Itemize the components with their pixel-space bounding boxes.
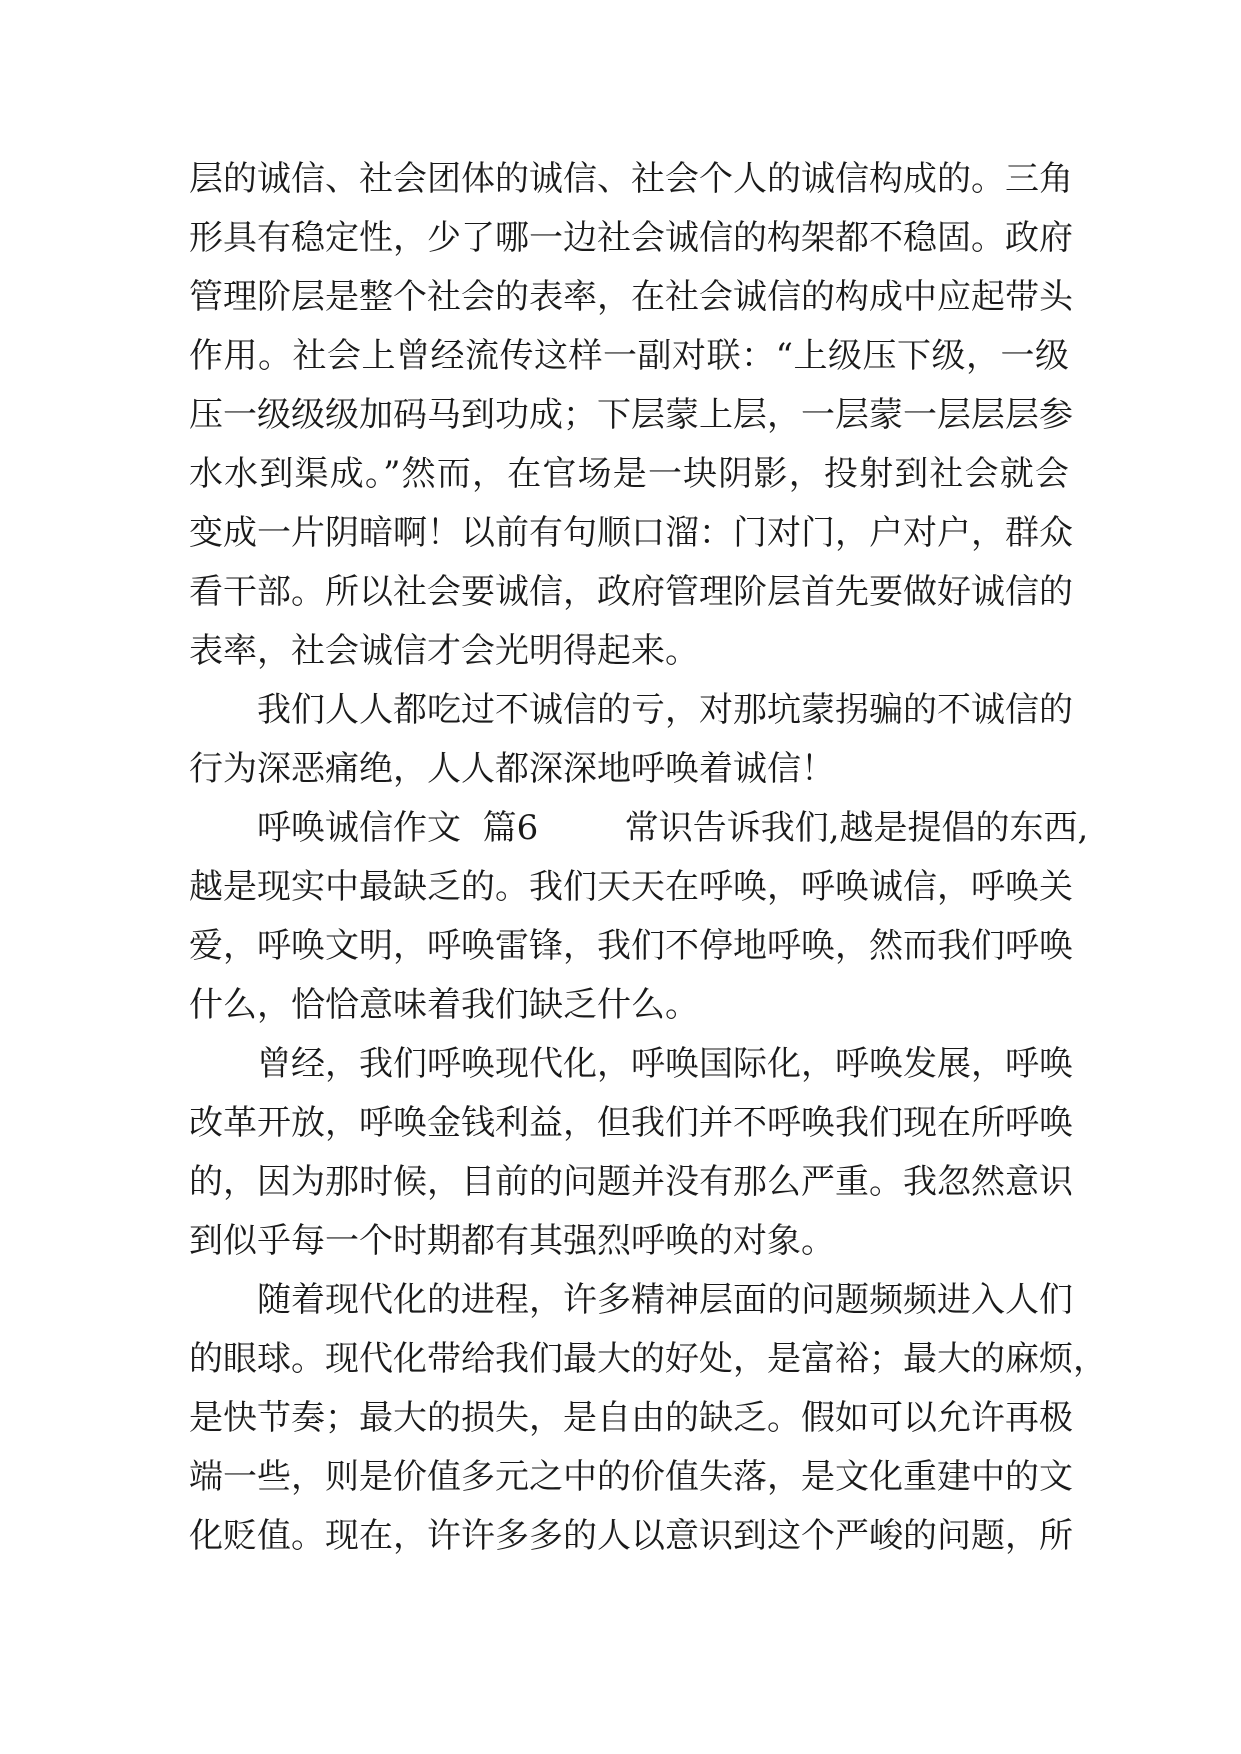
- text-line: 看干部。所以社会要诚信，政府管理阶层首先要做好诚信的: [189, 572, 1073, 612]
- text-line: 形具有稳定性，少了哪一边社会诚信的构架都不稳固。政府: [189, 218, 1073, 258]
- text-line: 到似乎每一个时期都有其强烈呼唤的对象。: [189, 1221, 835, 1261]
- text-line: 越是现实中最缺乏的。我们天天在呼唤，呼唤诚信，呼唤关: [189, 867, 1073, 907]
- text-line: 什么，恰恰意味着我们缺乏什么。: [189, 985, 699, 1025]
- text-line: 改革开放，呼唤金钱利益，但我们并不呼唤我们现在所呼唤: [189, 1103, 1073, 1143]
- text-line: 端一些，则是价值多元之中的价值失落，是文化重建中的文: [189, 1457, 1073, 1497]
- paragraph-first-line: 曾经，我们呼唤现代化，呼唤国际化，呼唤发展，呼唤: [257, 1044, 1073, 1084]
- text-line: 的眼球。现代化带给我们最大的好处，是富裕；最大的麻烦，: [189, 1339, 1107, 1379]
- text-line: 水水到渠成。”然而，在官场是一块阴影，投射到社会就会: [189, 454, 1069, 494]
- text-line: 的，因为那时候，目前的问题并没有那么严重。我忽然意识: [189, 1162, 1073, 1202]
- paragraph-first-line: 随着现代化的进程，许多精神层面的问题频频进入人们: [257, 1280, 1073, 1320]
- text-line: 变成一片阴暗啊！以前有句顺口溜：门对门，户对户，群众: [189, 513, 1073, 553]
- paragraph-first-line: 我们人人都吃过不诚信的亏，对那坑蒙拐骗的不诚信的: [257, 690, 1073, 730]
- text-line: 作用。社会上曾经流传这样一副对联：“上级压下级，一级: [189, 336, 1069, 376]
- text-line: 化贬值。现在，许许多多的人以意识到这个严峻的问题，所: [189, 1516, 1073, 1556]
- text-line: 压一级级级加码马到功成；下层蒙上层，一层蒙一层层层参: [189, 395, 1073, 435]
- text-line: 表率，社会诚信才会光明得起来。: [189, 631, 699, 671]
- text-line: 行为深恶痛绝，人人都深深地呼唤着诚信！: [189, 749, 835, 789]
- text-line: 层的诚信、社会团体的诚信、社会个人的诚信构成的。三角: [189, 159, 1073, 199]
- section-heading-line: 呼唤诚信作文 篇6 常识告诉我们,越是提倡的东西,: [257, 808, 1089, 848]
- essay-body: [189, 150, 1107, 1566]
- text-line: 是快节奏；最大的损失，是自由的缺乏。假如可以允许再极: [189, 1398, 1073, 1438]
- text-line: 爱，呼唤文明，呼唤雷锋，我们不停地呼唤，然而我们呼唤: [189, 926, 1073, 966]
- text-line: 管理阶层是整个社会的表率，在社会诚信的构成中应起带头: [189, 277, 1073, 317]
